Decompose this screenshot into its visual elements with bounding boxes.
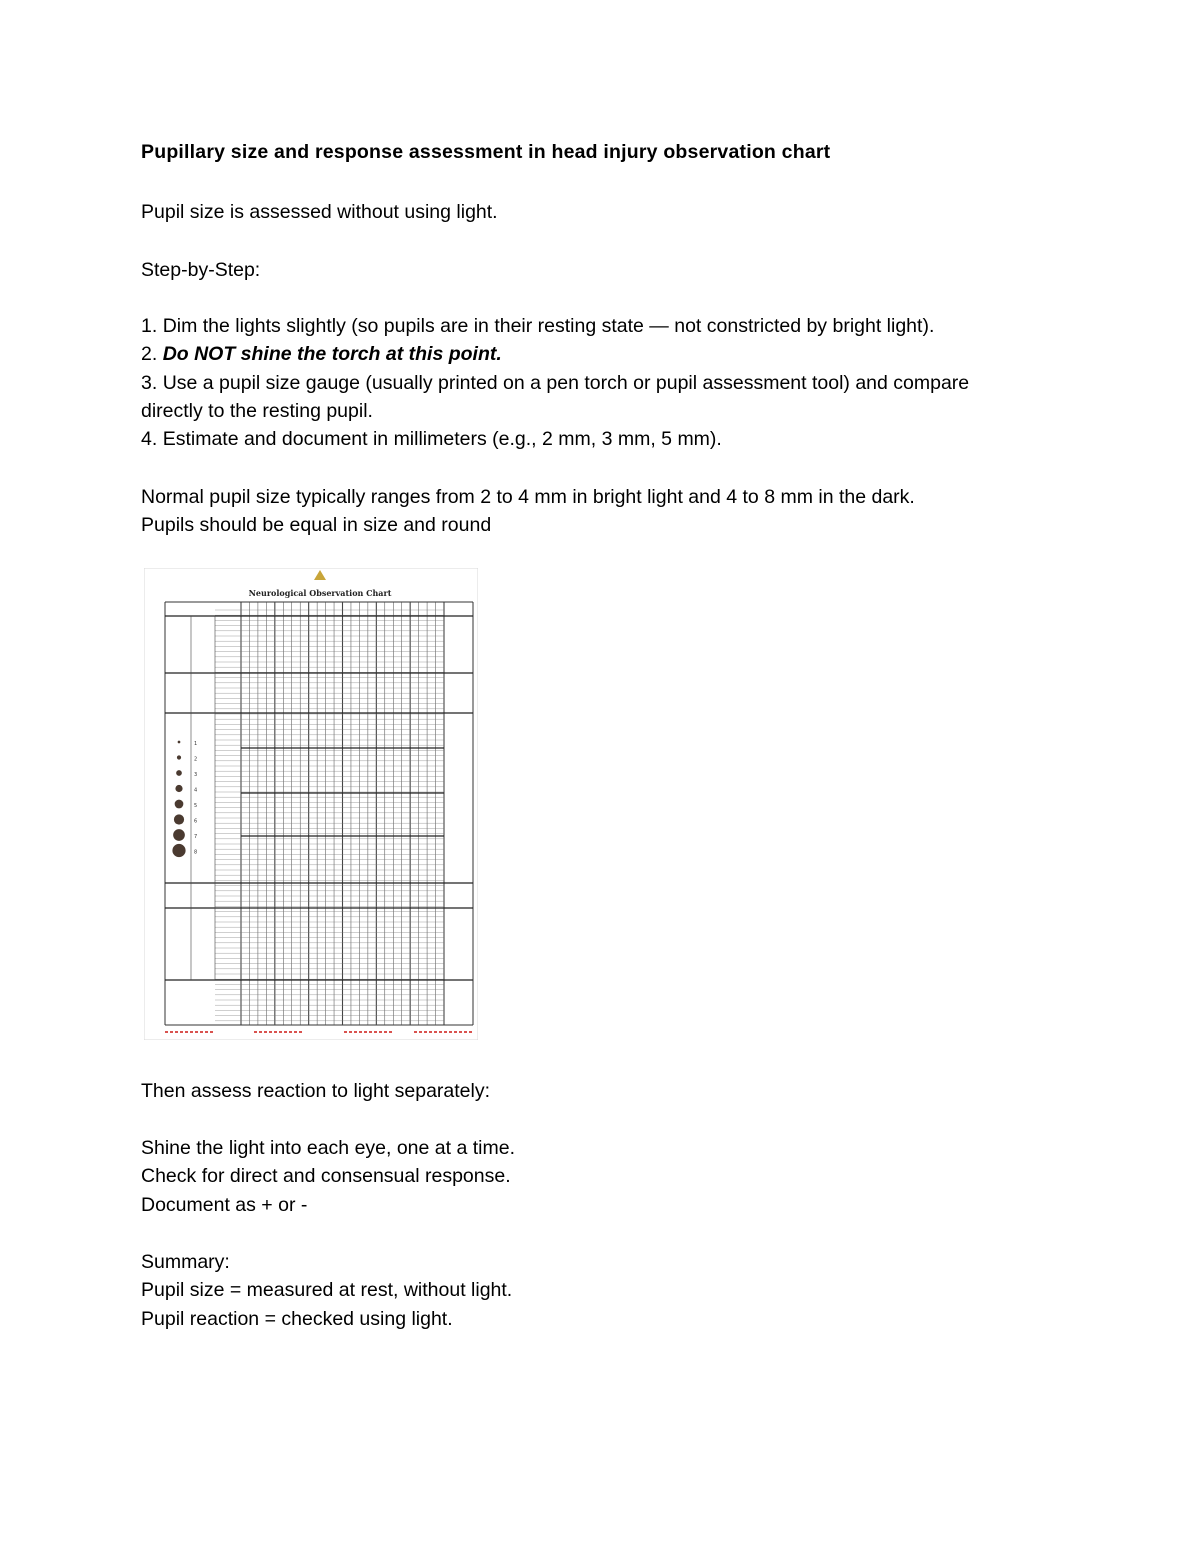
summary-line: Pupil reaction = checked using light. — [141, 1308, 453, 1330]
pupil-size-label: 3 — [194, 772, 198, 778]
step-text-emphasis: Do NOT shine the torch at this point. — [162, 343, 502, 365]
step-text: Use a pupil size gauge (usually printed on a pen torch or pupil assessment tool) and compare — [162, 372, 970, 394]
pupil-size-circle — [173, 829, 185, 841]
steps-heading: Step-by-Step: — [141, 259, 261, 281]
step-3-continued: directly to the resting pupil. — [141, 400, 373, 422]
chart-svg — [144, 568, 478, 1040]
step-number: 1. — [141, 315, 158, 337]
pupil-size-circle — [177, 755, 181, 759]
step-4 — [141, 425, 722, 453]
step-text: Dim the lights slightly (so pupils are in their resting state — not constricted by bright light). — [162, 315, 935, 337]
chart-title: Neurological Observation Chart — [248, 588, 392, 598]
pupil-size-label: 6 — [194, 818, 198, 825]
step-1 — [141, 312, 934, 340]
pupil-size-label: 1 — [194, 741, 198, 747]
pupil-size-label: 4 — [194, 787, 198, 794]
pupil-size-label: 8 — [194, 849, 198, 856]
pupil-size-label: 2 — [194, 756, 198, 763]
summary-heading: Summary: — [141, 1251, 230, 1273]
pupil-size-circle — [172, 844, 185, 857]
step-number: 3. — [141, 372, 158, 394]
pupil-size-circle — [176, 770, 182, 776]
reaction-heading: Then assess reaction to light separately: — [141, 1080, 491, 1102]
document-title: Pupillary size and response assessment in head injury observation chart — [141, 141, 831, 163]
intro-text: Pupil size is assessed without using light. — [141, 201, 498, 223]
reaction-line: Shine the light into each eye, one at a time. — [141, 1137, 515, 1159]
reaction-line: Document as + or - — [141, 1194, 308, 1216]
summary-line: Pupil size = measured at rest, without light. — [141, 1279, 513, 1301]
pupil-size-label: 5 — [194, 803, 198, 809]
neurological-observation-chart-image — [144, 568, 478, 1040]
pupil-size-circle — [178, 741, 181, 744]
step-3 — [141, 369, 969, 397]
step-number: 2. — [141, 343, 158, 365]
pupil-size-circle — [175, 785, 182, 792]
step-number: 4. — [141, 428, 158, 450]
reaction-line: Check for direct and consensual response. — [141, 1165, 511, 1187]
equal-size-text: Pupils should be equal in size and round — [141, 514, 492, 536]
step-text: Estimate and document in millimeters (e.g., 2 mm, 3 mm, 5 mm). — [162, 428, 722, 450]
pupil-size-label: 7 — [194, 834, 198, 840]
pupil-size-circle — [174, 814, 184, 824]
normal-size-text: Normal pupil size typically ranges from 2 to 4 mm in bright light and 4 to 8 mm in the dark. — [141, 486, 915, 508]
step-2 — [141, 340, 502, 368]
pupil-size-circle — [175, 800, 184, 809]
